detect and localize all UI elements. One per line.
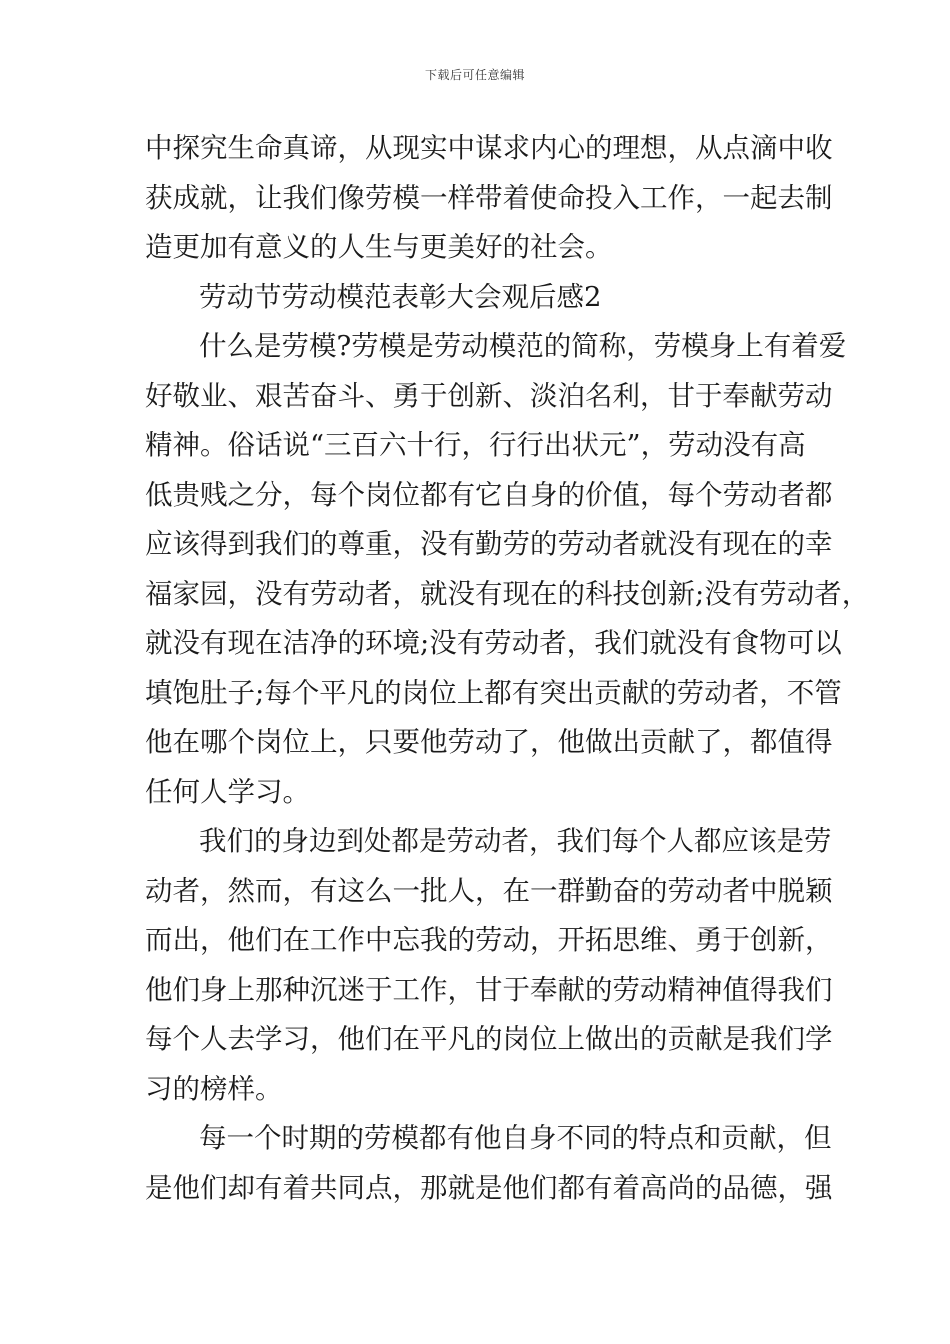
- text-line: 填饱肚子;每个平凡的岗位上都有突出贡献的劳动者，不管: [145, 676, 842, 709]
- paragraph: [145, 817, 833, 1114]
- text-line: 每一个时期的劳模都有他自身不同的特点和贡献，但: [199, 1122, 832, 1154]
- paragraph: [145, 1114, 833, 1213]
- text-line: 中探究生命真谛，从现实中谋求内心的理想，从点滴中收: [145, 132, 833, 164]
- text-line: 什么是劳模?劳模是劳动模范的简称，劳模身上有着爱: [199, 330, 847, 362]
- text-line: 福家园，没有劳动者，就没有现在的科技创新;没有劳动者，: [145, 577, 870, 610]
- page-header: 下载后可任意编辑: [424, 68, 525, 82]
- heading-line: 劳动节劳动模范表彰大会观后感2: [199, 280, 602, 313]
- section-heading: [145, 273, 810, 323]
- text-line: 任何人学习。: [145, 775, 310, 808]
- text-line: 就没有现在洁净的环境;没有劳动者，我们就没有食物可以: [145, 627, 842, 659]
- text-line: 造更加有意义的人生与更美好的社会。: [145, 231, 613, 263]
- text-line: 是他们却有着共同点，那就是他们都有着高尚的品德，强: [145, 1171, 833, 1204]
- text-line: 他们身上那种沉迷于工作，甘于奉献的劳动精神值得我们: [145, 973, 833, 1006]
- text-line: 好敬业、艰苦奋斗、勇于创新、淡泊名利，甘于奉献劳动: [145, 379, 833, 412]
- text-line: 他在哪个岗位上，只要他劳动了，他做出贡献了，都值得: [145, 726, 833, 758]
- paragraph: [145, 322, 870, 817]
- text-line: 动者，然而，有这么一批人，在一群勤奋的劳动者中脱颖: [145, 874, 833, 907]
- text-line: 而出，他们在工作中忘我的劳动，开拓思维、勇于创新，: [145, 924, 833, 956]
- document-body: [145, 124, 870, 1213]
- text-line: 每个人去学习，他们在平凡的岗位上做出的贡献是我们学: [145, 1023, 833, 1055]
- text-line: 我们的身边到处都是劳动者，我们每个人都应该是劳: [199, 825, 832, 857]
- paragraph: [145, 124, 833, 273]
- text-line: 精神。俗话说“三百六十行，行行出状元”，劳动没有高: [145, 429, 806, 461]
- text-line: 获成就，让我们像劳模一样带着使命投入工作，一起去制: [145, 181, 833, 214]
- text-line: 习的榜样。: [145, 1072, 283, 1105]
- text-line: 应该得到我们的尊重，没有勤劳的劳动者就没有现在的幸: [145, 528, 833, 560]
- text-line: 低贵贱之分，每个岗位都有它自身的价值，每个劳动者都: [145, 478, 833, 511]
